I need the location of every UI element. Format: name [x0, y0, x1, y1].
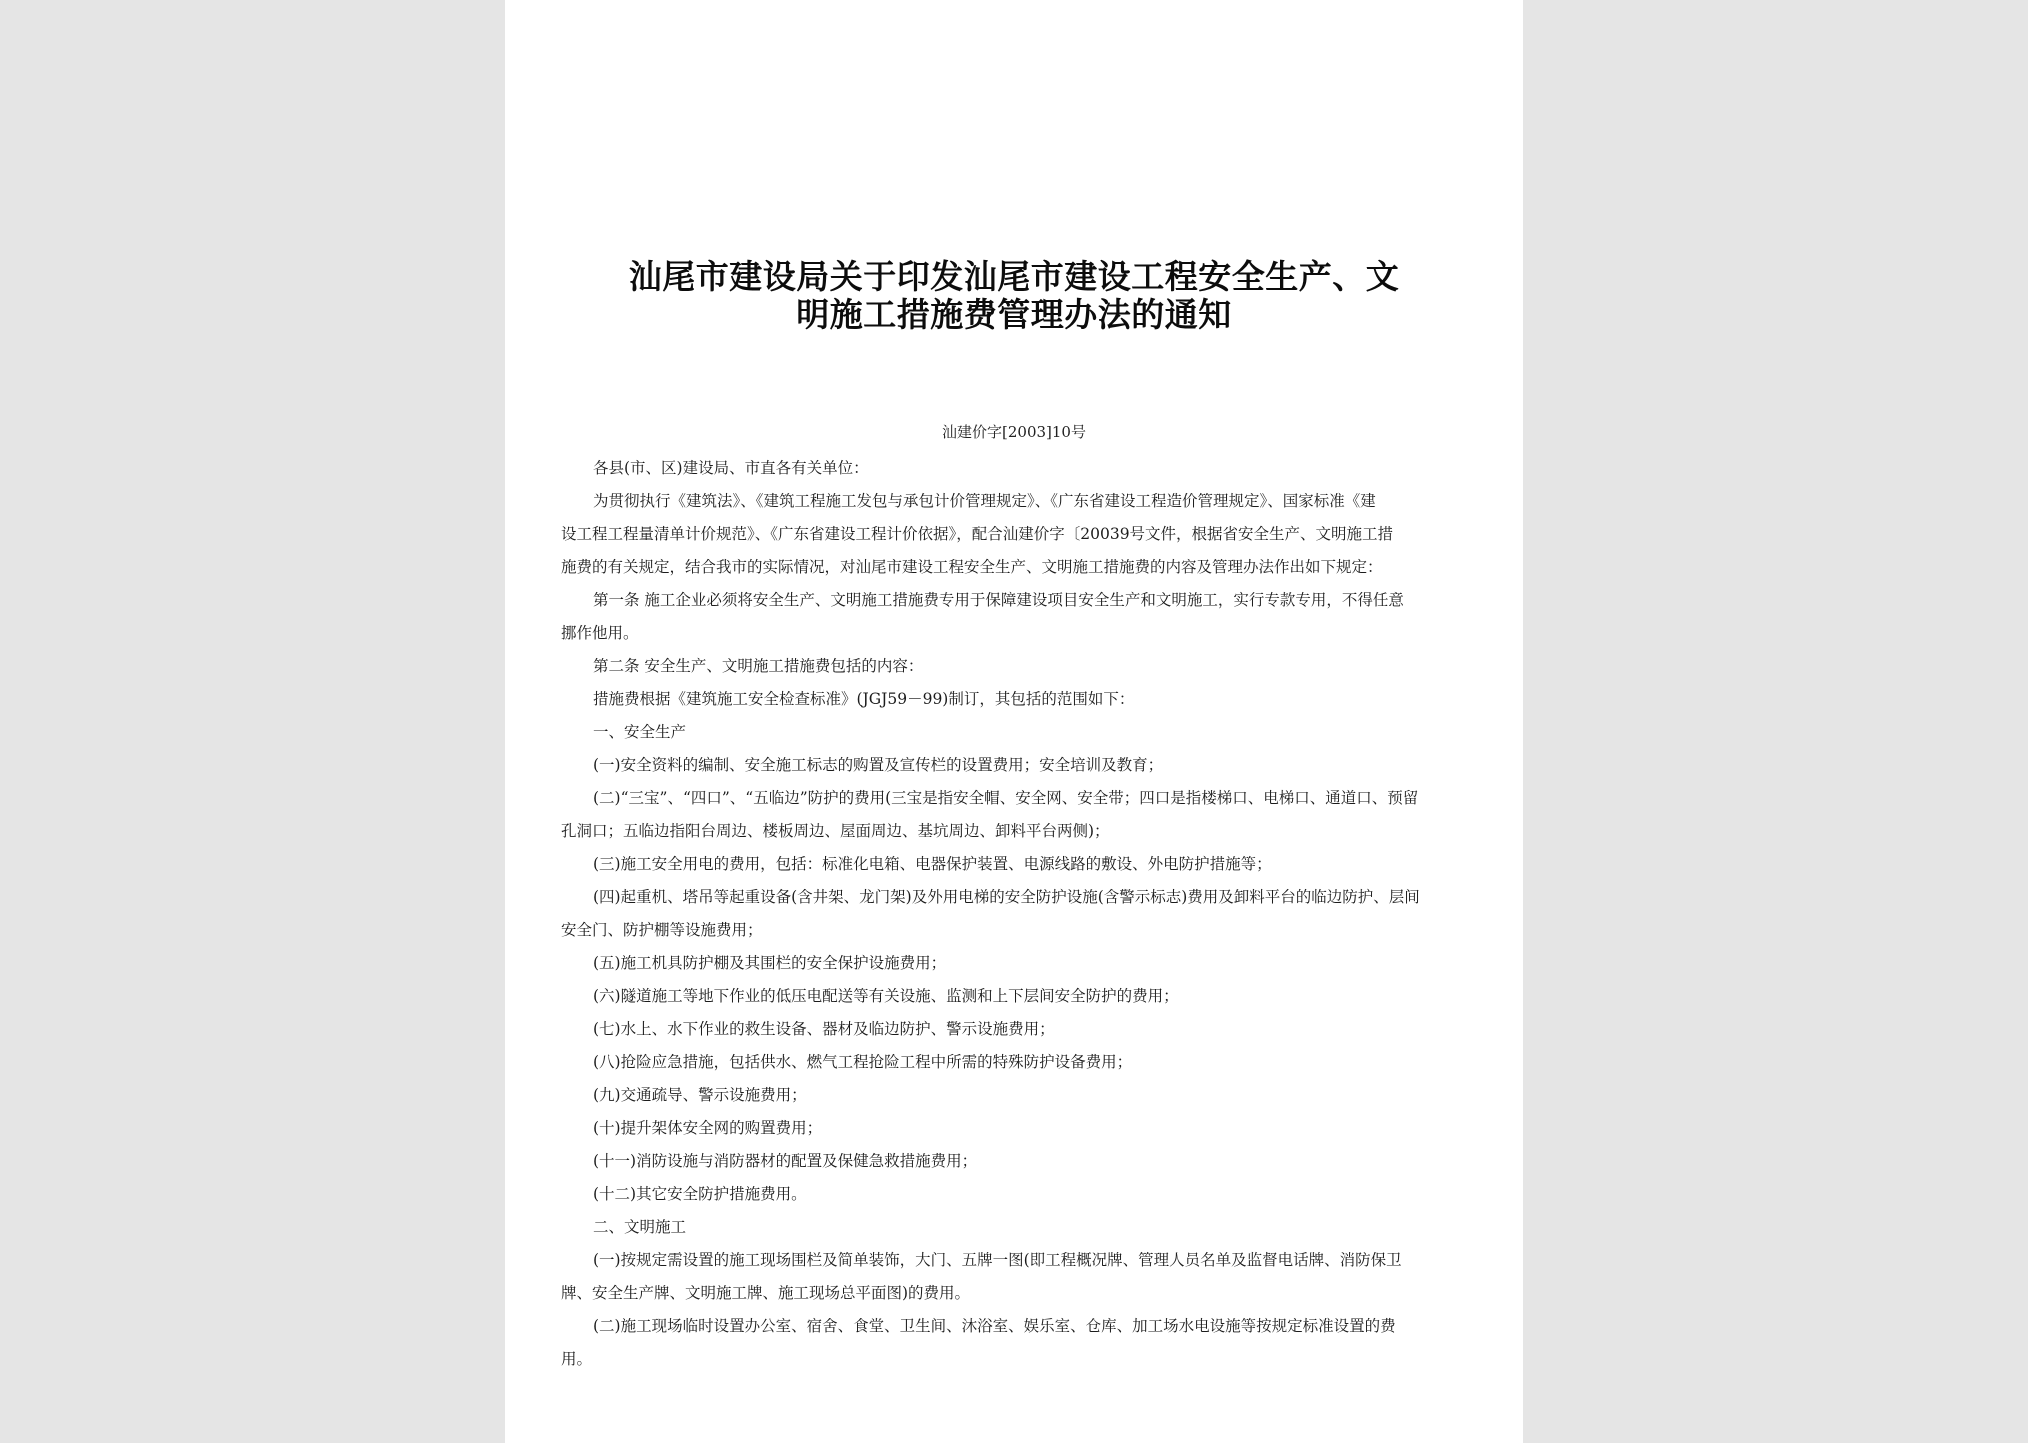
list-item: (五)施工机具防护棚及其围栏的安全保护设施费用； — [593, 954, 947, 972]
list-item: (二)施工现场临时设置办公室、宿舍、食堂、卫生间、沐浴室、娱乐室、仓库、加工场水电设施等按规定标准设置的费 — [593, 1317, 1396, 1335]
list-item: (四)起重机、塔吊等起重设备(含井架、龙门架)及外用电梯的安全防护设施(含警示标志)费用及卸料平台的临边防护、层间 — [593, 888, 1420, 906]
list-item: (十二)其它安全防护措施费用。 — [593, 1185, 807, 1203]
document-page — [505, 0, 1523, 1443]
document-title — [575, 258, 1453, 334]
list-item: (十)提升架体安全网的购置费用； — [593, 1119, 823, 1137]
paragraph-line: 为贯彻执行《建筑法》、《建筑工程施工发包与承包计价管理规定》、《广东省建设工程造价管理规定》、国家标准《建 — [593, 492, 1376, 510]
salutation-line: 各县(市、区)建设局、市直各有关单位： — [593, 459, 869, 477]
list-item: (十一)消防设施与消防器材的配置及保健急救措施费用； — [593, 1152, 978, 1170]
list-item: (八)抢险应急措施，包括供水、燃气工程抢险工程中所需的特殊防护设备费用； — [593, 1053, 1133, 1071]
list-item-continuation: 孔洞口；五临边指阳台周边、楼板周边、屋面周边、基坑周边、卸料平台两侧)； — [561, 822, 1110, 840]
section-heading-civilized: 二、文明施工 — [593, 1218, 687, 1236]
list-item: (七)水上、水下作业的救生设备、器材及临边防护、警示设施费用； — [593, 1020, 1055, 1038]
title-line-1: 汕尾市建设局关于印发汕尾市建设工程安全生产、文 — [628, 257, 1400, 296]
list-item: (六)隧道施工等地下作业的低压电配送等有关设施、监测和上下层间安全防护的费用； — [593, 987, 1179, 1005]
document-body — [561, 452, 1461, 1376]
list-item-continuation: 安全门、防护棚等设施费用； — [561, 921, 763, 939]
title-line-2: 明施工措施费管理办法的通知 — [796, 295, 1232, 334]
list-item: (一)按规定需设置的施工现场围栏及简单装饰，大门、五牌一图(即工程概况牌、管理人员名单及监督电话牌、消防保卫 — [593, 1251, 1402, 1269]
list-item-continuation: 牌、安全生产牌、文明施工牌、施工现场总平面图)的费用。 — [561, 1284, 971, 1302]
list-item: (二)“三宝”、“四口”、“五临边”防护的费用(三宝是指安全帽、安全网、安全带；四口是指楼梯口、电梯口、通道口、预留 — [593, 789, 1419, 807]
document-number: 汕建价字[2003]10号 — [942, 423, 1086, 441]
list-item: (一)安全资料的编制、安全施工标志的购置及宣传栏的设置费用；安全培训及教育； — [593, 756, 1164, 774]
paragraph-line: 措施费根据《建筑施工安全检查标准》(JGJ59－99)制订，其包括的范围如下： — [593, 690, 1135, 708]
list-item-continuation: 用。 — [561, 1350, 593, 1368]
article-2-heading: 第二条 安全生产、文明施工措施费包括的内容： — [593, 657, 924, 675]
list-item: (九)交通疏导、警示设施费用； — [593, 1086, 807, 1104]
article-1-line: 挪作他用。 — [561, 624, 639, 642]
section-heading-safety: 一、安全生产 — [593, 723, 687, 741]
paragraph-line: 施费的有关规定，结合我市的实际情况，对汕尾市建设工程安全生产、文明施工措施费的内容及管理办法作出如下规定： — [561, 558, 1383, 576]
list-item: (三)施工安全用电的费用，包括：标准化电箱、电器保护装置、电源线路的敷设、外电防护措施等； — [593, 855, 1272, 873]
paragraph-line: 设工程工程量清单计价规范》、《广东省建设工程计价依据》，配合汕建价字〔20039号文件，根据省安全生产、文明施工措 — [561, 525, 1394, 543]
article-1-line: 第一条 施工企业必须将安全生产、文明施工措施费专用于保障建设项目安全生产和文明施工，实行专款专用，不得任意 — [593, 591, 1404, 609]
